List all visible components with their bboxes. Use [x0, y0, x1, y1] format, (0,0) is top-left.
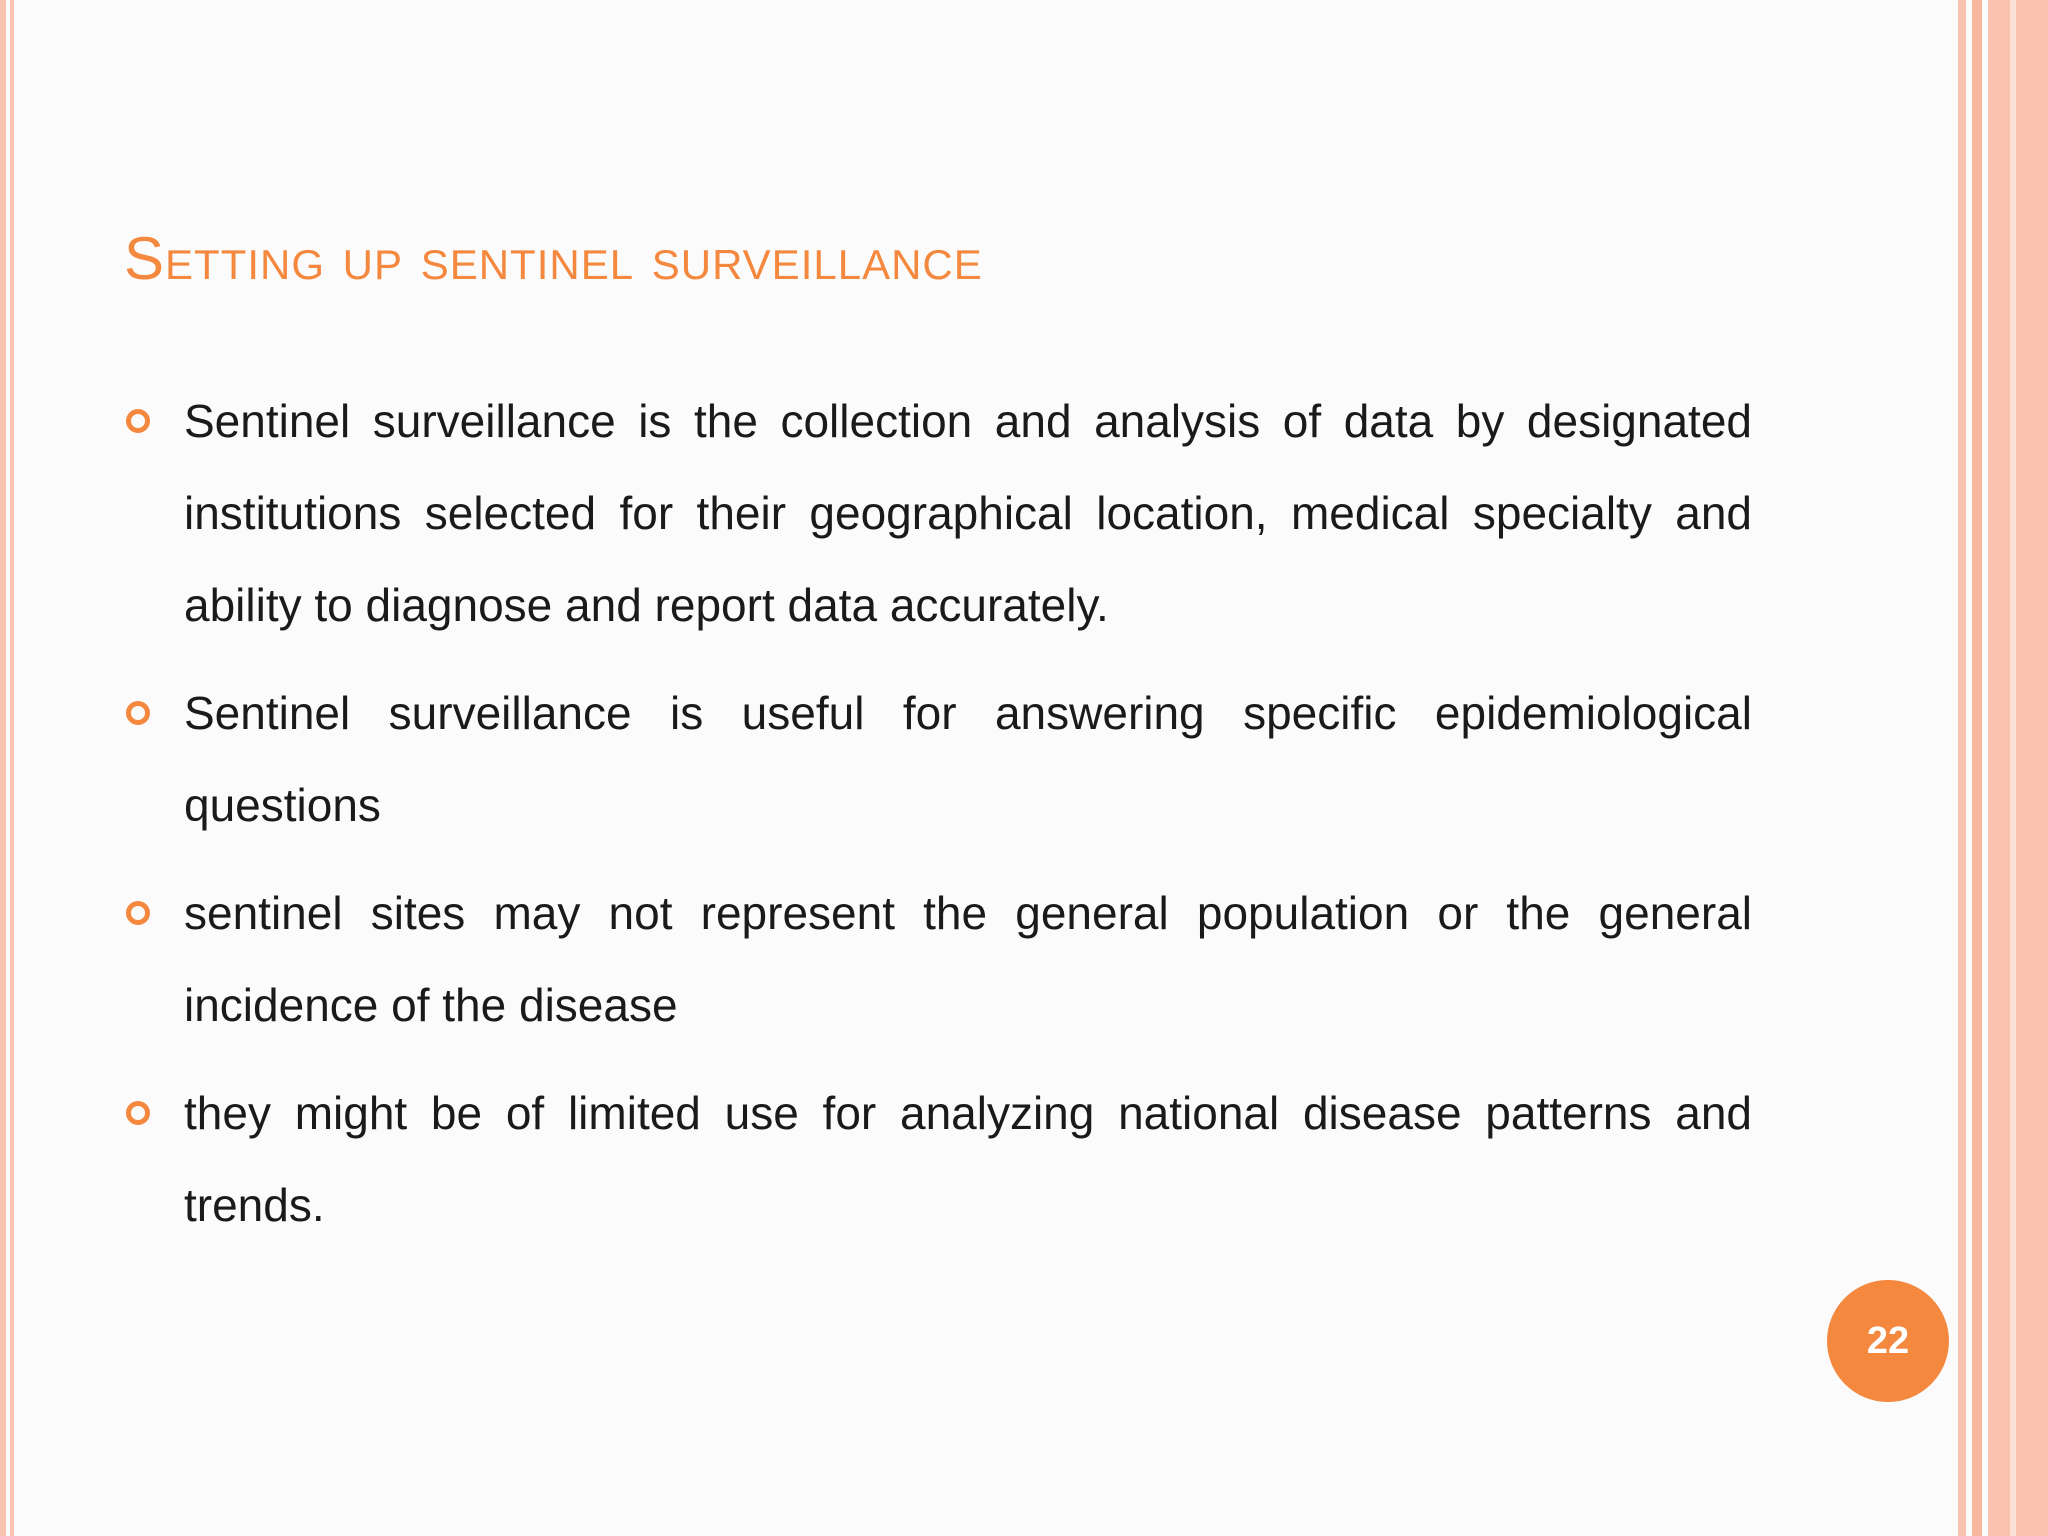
circle-bullet-icon [126, 901, 150, 925]
right-border-stripe [1972, 0, 1982, 1536]
circle-bullet-icon [126, 409, 150, 433]
right-border-stripe [1988, 0, 2010, 1536]
bullet-list [124, 375, 1752, 1267]
bullet-item [124, 667, 1752, 851]
bullet-text: Sentinel surveillance is the collection and analysis of data by designated institutions selected for their geographical location, medical specialty and ability to diagnose and report data accurately. [184, 395, 1752, 631]
bullet-item [124, 375, 1752, 651]
page-number-badge [1827, 1280, 1949, 1402]
bullet-item [124, 1067, 1752, 1251]
bullet-text: Sentinel surveillance is useful for answering specific epidemiological questions [184, 687, 1752, 831]
bullet-item [124, 867, 1752, 1051]
slide-title: Setting up sentinel surveillance [124, 225, 983, 292]
bullet-text: they might be of limited use for analyzing national disease patterns and trends. [184, 1087, 1752, 1231]
circle-bullet-icon [126, 701, 150, 725]
right-border-stripe [2016, 0, 2048, 1536]
left-border-stripe-inner [10, 0, 14, 1536]
bullet-text: sentinel sites may not represent the general population or the general incidence of the disease [184, 887, 1752, 1031]
page-number: 22 [1866, 1319, 1910, 1362]
right-border-stripe [1958, 0, 1966, 1536]
left-border-stripe [0, 0, 6, 1536]
circle-bullet-icon [126, 1101, 150, 1125]
